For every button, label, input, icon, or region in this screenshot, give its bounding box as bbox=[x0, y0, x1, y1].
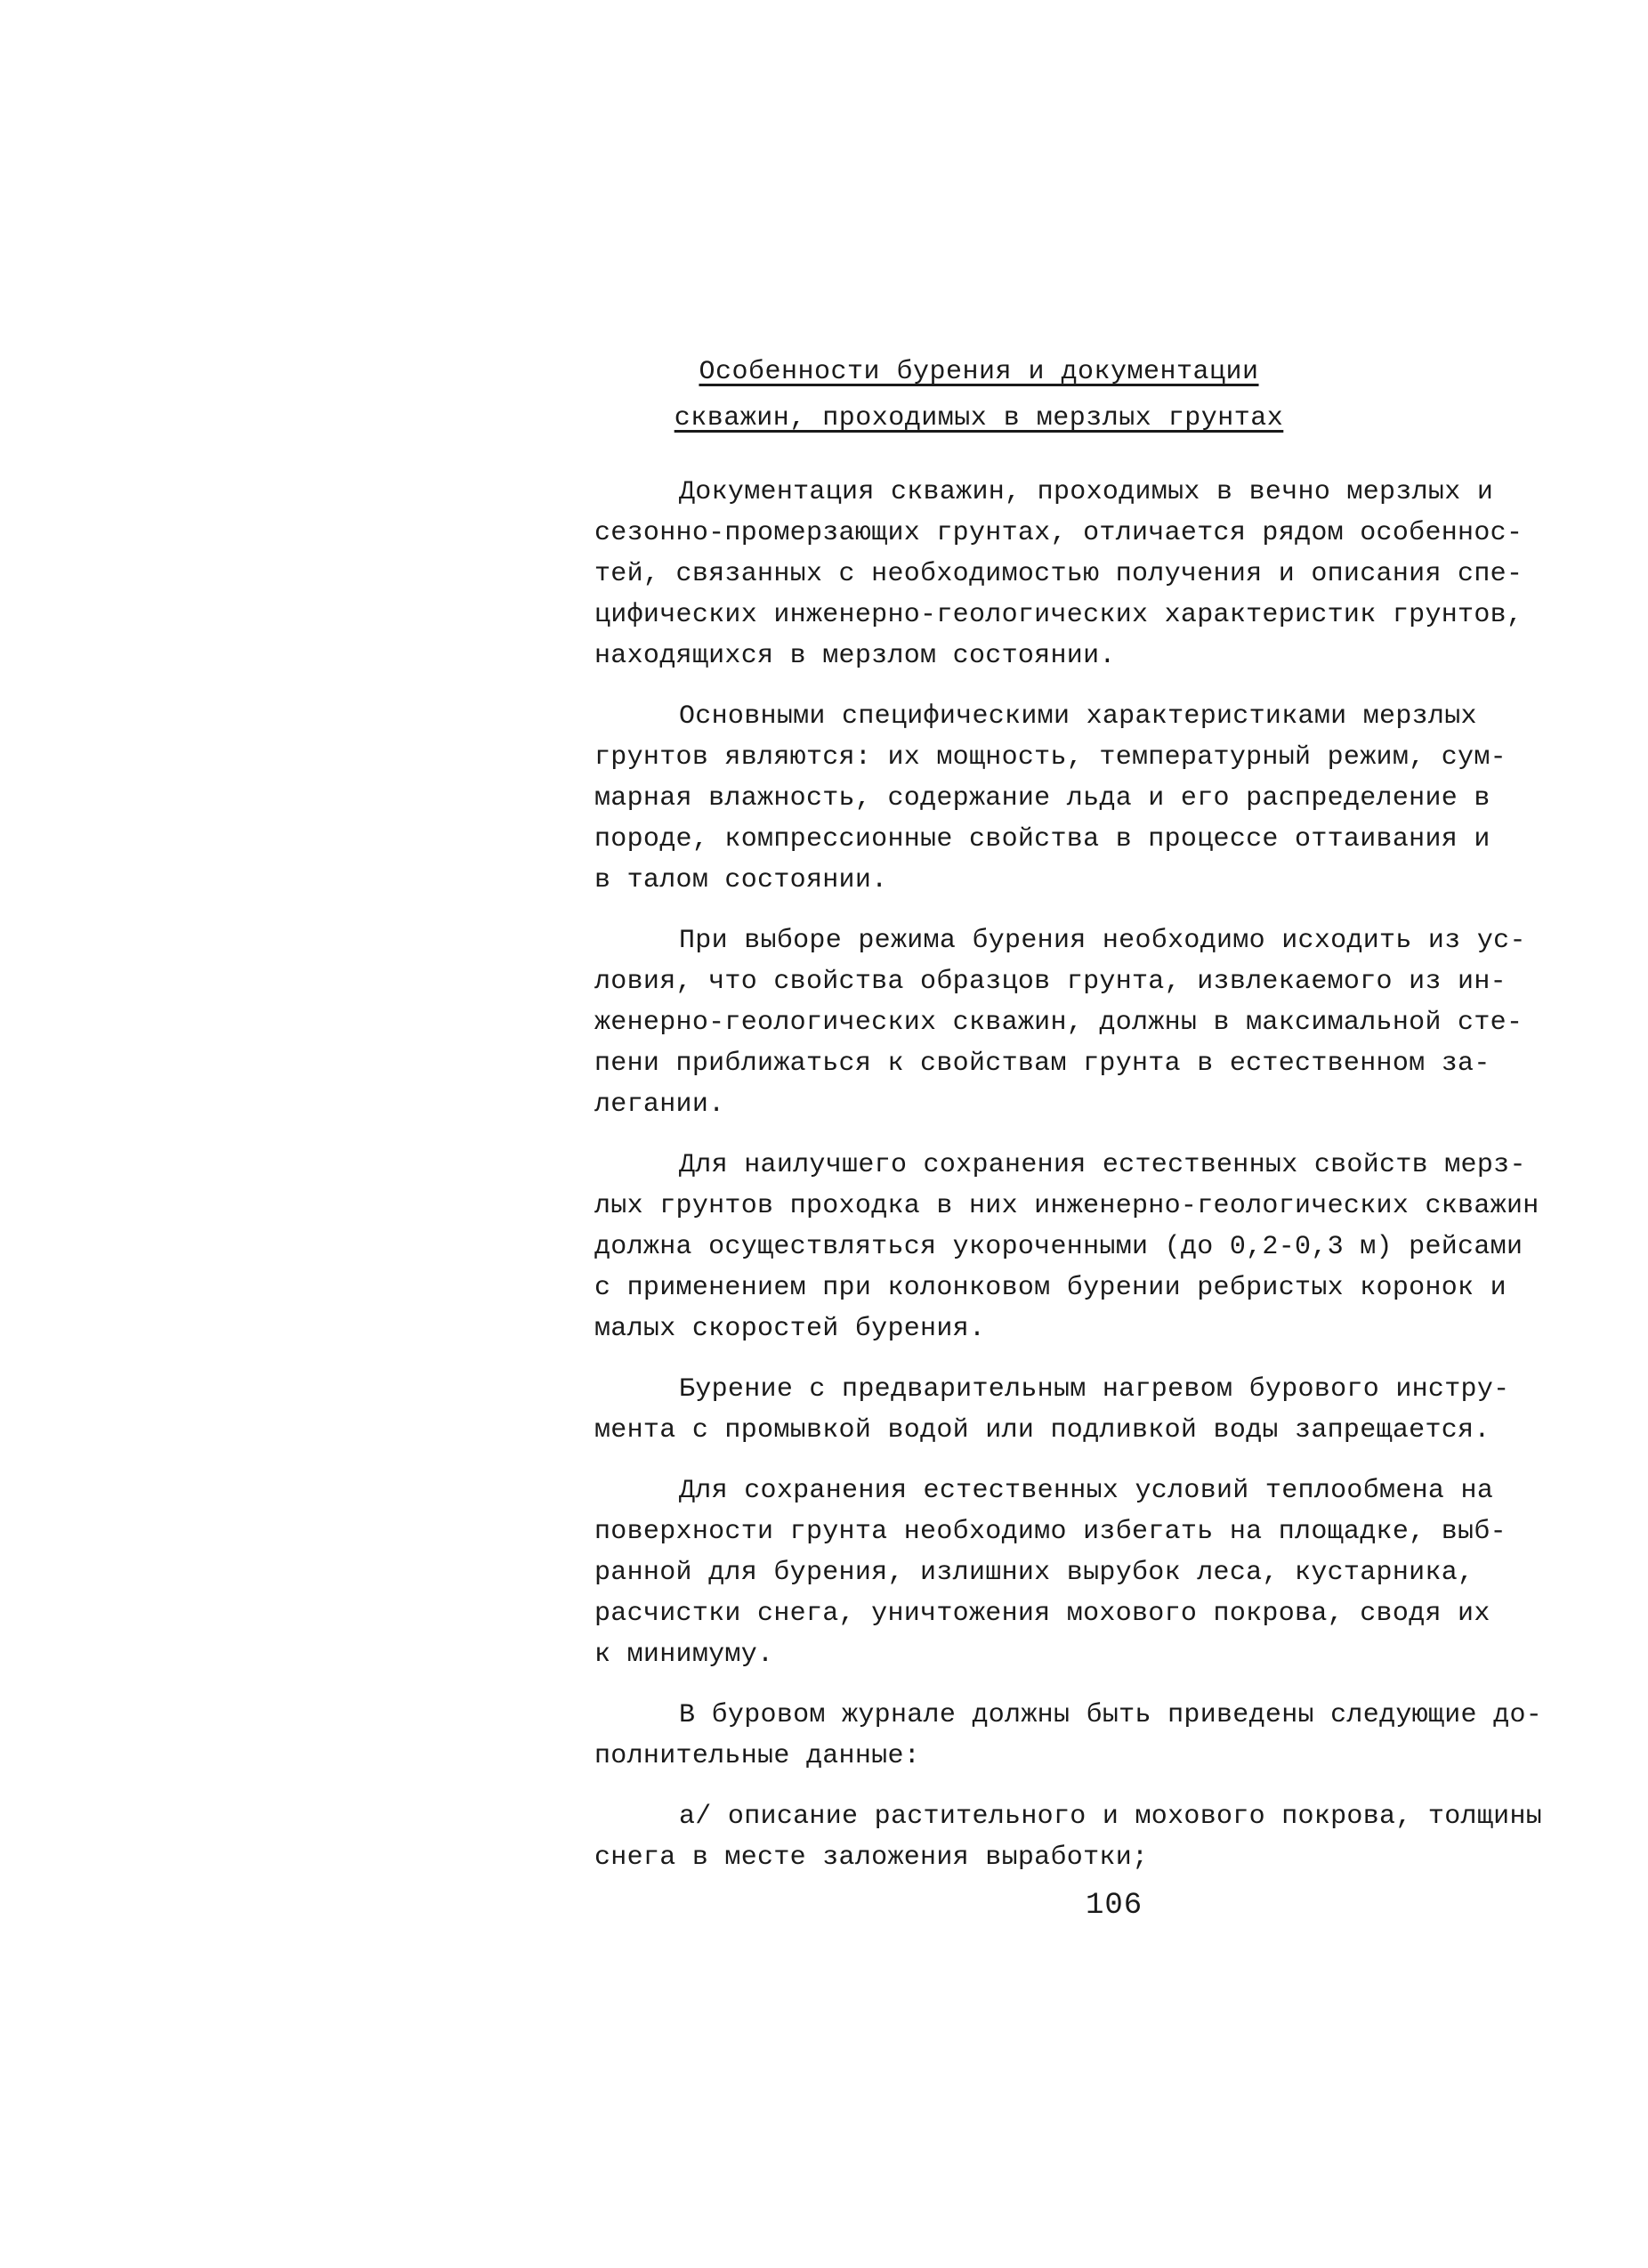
text-line: Документация скважин, проходимых в вечно мерзлых и bbox=[679, 477, 1494, 507]
text-line: полнительные данные: bbox=[594, 1741, 921, 1771]
text-line: женерно-геологических скважин, должны в максимальной сте- bbox=[594, 1008, 1523, 1038]
text-line: малых скоростей бурения. bbox=[594, 1314, 986, 1344]
paragraph-3 bbox=[594, 920, 1591, 1125]
paragraph-4 bbox=[594, 1145, 1591, 1349]
text-line: Основными специфическими характеристиками мерзлых bbox=[679, 701, 1477, 732]
text-line: В буровом журнале должны быть приведены следующие до- bbox=[679, 1700, 1543, 1730]
text-line: тей, связанных с необходимостью получения и описания спе- bbox=[594, 559, 1523, 589]
paragraph-5 bbox=[594, 1369, 1591, 1451]
text-line: породе, компрессионные свойства в процессе оттаивания и bbox=[594, 824, 1490, 855]
text-line: ранной для бурения, излишних вырубок леса, кустарника, bbox=[594, 1558, 1474, 1588]
text-line: цифических инженерно-геологических характеристик грунтов, bbox=[594, 600, 1523, 630]
text-line: марная влажность, содержание льда и его распределение в bbox=[594, 783, 1490, 814]
text-line: мента с промывкой водой или подливкой воды запрещается. bbox=[594, 1415, 1490, 1446]
paragraph-8 bbox=[594, 1796, 1591, 1878]
text-line: При выборе режима бурения необходимо исходить из ус- bbox=[679, 926, 1526, 956]
text-line: в талом состоянии. bbox=[594, 865, 888, 895]
text-line: легании. bbox=[594, 1089, 725, 1120]
paragraph-2 bbox=[594, 696, 1591, 901]
body-text bbox=[594, 472, 1591, 1898]
paragraph-7 bbox=[594, 1695, 1591, 1777]
paragraph-1 bbox=[594, 472, 1591, 676]
page-number: 106 bbox=[1086, 1889, 1143, 1923]
title-line-2: скважин, проходимых в мерзлых грунтах bbox=[674, 403, 1284, 433]
title-line-1: Особенности бурения и документации bbox=[699, 357, 1259, 387]
text-line: находящихся в мерзлом состоянии. bbox=[594, 641, 1116, 671]
text-line: Для наилучшего сохранения естественных свойств мерз- bbox=[679, 1150, 1526, 1180]
text-line: к минимуму. bbox=[594, 1640, 774, 1670]
text-line: пени приближаться к свойствам грунта в естественном за- bbox=[594, 1049, 1490, 1079]
text-line: с применением при колонковом бурении ребристых коронок и bbox=[594, 1273, 1507, 1303]
text-line: сезонно-промерзающих грунтах, отличается рядом особеннос- bbox=[594, 518, 1523, 548]
text-line: Бурение с предварительным нагревом бурового инстру- bbox=[679, 1374, 1510, 1405]
paragraph-6 bbox=[594, 1470, 1591, 1675]
text-line: ловия, что свойства образцов грунта, извлекаемого из ин- bbox=[594, 967, 1507, 997]
text-line: расчистки снега, уничтожения мохового покрова, сводя их bbox=[594, 1599, 1490, 1629]
text-line: грунтов являются: их мощность, температурный режим, сум- bbox=[594, 742, 1507, 773]
text-line: лых грунтов проходка в них инженерно-геологических скважин bbox=[594, 1191, 1539, 1221]
text-line: а/ описание растительного и мохового покрова, толщины bbox=[679, 1802, 1543, 1832]
section-title bbox=[596, 349, 1361, 441]
text-line: Для сохранения естественных условий теплообмена на bbox=[679, 1476, 1494, 1506]
text-line: снега в месте заложения выработки; bbox=[594, 1843, 1149, 1873]
text-line: поверхности грунта необходимо избегать на площадке, выб- bbox=[594, 1517, 1507, 1547]
text-line: должна осуществляться укороченными (до 0,2-0,3 м) рейсами bbox=[594, 1232, 1523, 1262]
